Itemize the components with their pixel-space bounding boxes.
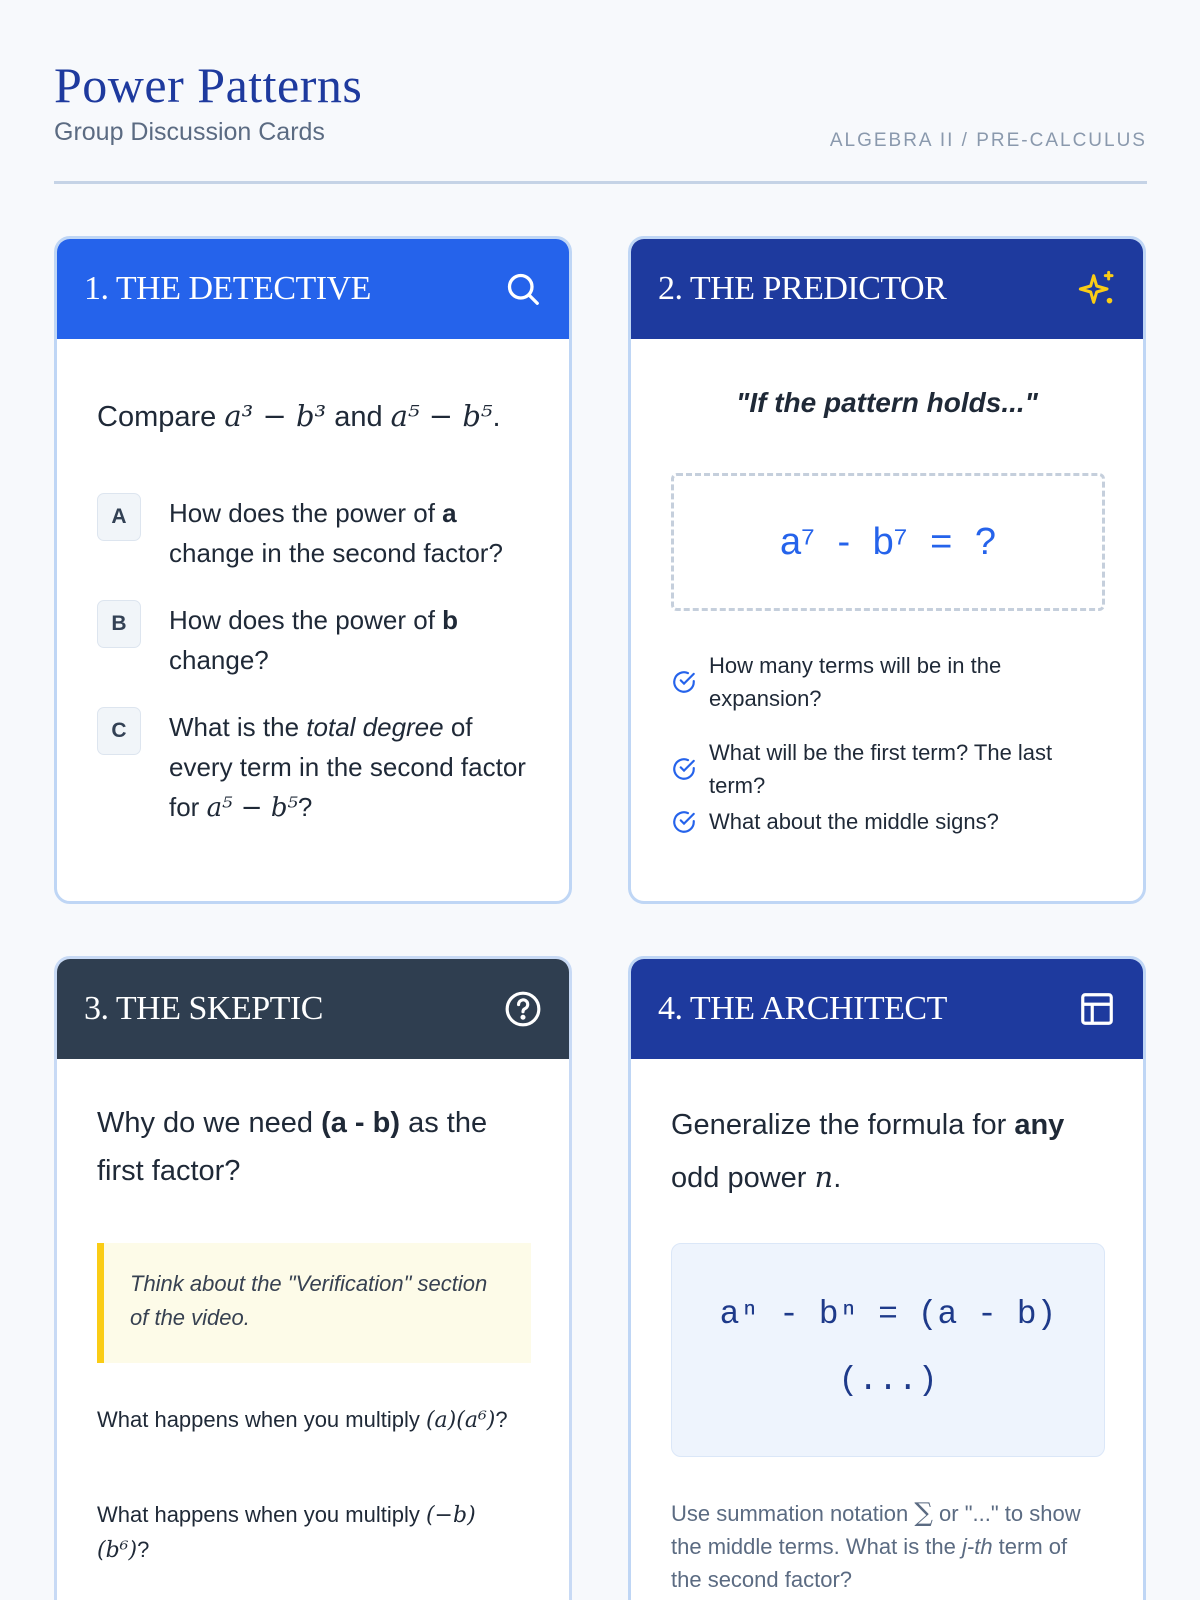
- question-text: [169, 493, 529, 573]
- lead-bold: (a - b): [321, 1107, 401, 1139]
- card-lead: [671, 1099, 1101, 1204]
- hint-box: Think about the "Verification" section of the video.: [97, 1243, 531, 1363]
- sigma-symbol: ∑: [914, 1498, 933, 1528]
- question-text: [169, 600, 529, 680]
- question-part: How does the power of: [169, 498, 443, 528]
- formula-line: (...): [838, 1362, 938, 1399]
- card-predictor: [628, 236, 1146, 904]
- card-header: [631, 239, 1143, 339]
- check-circle-icon: [671, 809, 697, 835]
- question-badge: C: [97, 707, 141, 755]
- check-text: What about the middle signs?: [709, 809, 999, 834]
- list-item: [97, 707, 529, 828]
- lead-part: as the first factor?: [97, 1107, 488, 1187]
- check-circle-icon: [671, 669, 697, 695]
- formula-box: [671, 1243, 1105, 1457]
- question-part: change in the second factor?: [169, 538, 503, 568]
- search-icon: [503, 269, 543, 309]
- question-part: of every term in the second factor for: [169, 712, 526, 822]
- list-item: [97, 493, 529, 573]
- math-expression: n: [814, 1160, 834, 1194]
- list-item: [671, 649, 1089, 715]
- card-title: 2. THE PREDICTOR: [658, 270, 947, 307]
- question-part: What is the: [169, 712, 307, 742]
- question-badge: B: [97, 600, 141, 648]
- card-title: 3. THE SKEPTIC: [84, 990, 323, 1027]
- math-expression: (a)(a⁶): [425, 1408, 496, 1433]
- math-expression: (−b)(b⁶): [97, 1503, 476, 1563]
- formula-text: a⁷ - b⁷ = ?: [780, 520, 996, 563]
- card-lead: [97, 1099, 527, 1195]
- architect-note: [671, 1497, 1101, 1596]
- math-expression: a³ − b³: [224, 399, 327, 433]
- predictor-quote: "If the pattern holds...": [736, 387, 1038, 418]
- lead-part: Generalize the formula for: [671, 1109, 1015, 1141]
- check-circle-icon: [671, 756, 697, 782]
- layout-icon: [1077, 989, 1117, 1029]
- list-item: [671, 805, 1089, 838]
- math-expression: a⁵ − b⁵: [206, 793, 298, 823]
- question-part: What happens when you multiply: [97, 1502, 426, 1527]
- question-part: ?: [297, 792, 313, 822]
- card-header: [57, 239, 569, 339]
- note-part: Use summation notation: [671, 1501, 915, 1526]
- question-italic: total degree: [306, 712, 444, 742]
- list-item: [97, 1403, 527, 1438]
- card-detective: [54, 236, 572, 904]
- lead-part: .: [833, 1162, 842, 1194]
- page-subtitle: Group Discussion Cards: [54, 118, 325, 146]
- intro-text: and: [326, 401, 391, 433]
- question-circle-icon: [503, 989, 543, 1029]
- question-bold: a: [442, 498, 457, 528]
- list-item: [97, 1498, 527, 1568]
- sparkles-icon: [1077, 269, 1117, 309]
- formula-line: aⁿ - bⁿ = (a - b): [719, 1296, 1057, 1333]
- question-bold: b: [442, 605, 459, 635]
- question-part: How does the power of: [169, 605, 443, 635]
- lead-part: Why do we need: [97, 1107, 322, 1139]
- question-part: change?: [169, 645, 269, 675]
- intro-text: Compare: [97, 401, 225, 433]
- card-title: 4. THE ARCHITECT: [658, 990, 947, 1027]
- card-intro: [97, 399, 501, 434]
- lead-part: odd power: [671, 1162, 815, 1194]
- list-item: [671, 736, 1089, 802]
- page-title: Power Patterns: [54, 57, 363, 113]
- note-part: or "..." to show the middle terms. What is the: [671, 1501, 1081, 1559]
- question-text: [169, 707, 529, 828]
- formula-box: [671, 473, 1105, 611]
- check-text: How many terms will be in the expansion?: [709, 653, 1002, 711]
- question-part: ?: [137, 1537, 150, 1562]
- page-header: [54, 52, 1147, 184]
- list-item: [97, 600, 529, 680]
- question-badge: A: [97, 493, 141, 541]
- note-part: term of the second factor?: [671, 1534, 1068, 1592]
- lead-bold: any: [1014, 1109, 1065, 1141]
- course-label: ALGEBRA II / PRE-CALCULUS: [829, 130, 1147, 151]
- math-expression: a⁵ − b⁵: [390, 399, 493, 433]
- card-architect: [628, 956, 1146, 1600]
- card-header: [631, 959, 1143, 1059]
- card-header: [57, 959, 569, 1059]
- question-part: ?: [495, 1407, 508, 1432]
- card-title: 1. THE DETECTIVE: [84, 270, 371, 307]
- question-part: What happens when you multiply: [97, 1407, 426, 1432]
- card-skeptic: [54, 956, 572, 1600]
- check-text: What will be the first term? The last term?: [709, 740, 1053, 798]
- intro-text: .: [492, 401, 501, 433]
- note-italic: j-th: [962, 1534, 993, 1559]
